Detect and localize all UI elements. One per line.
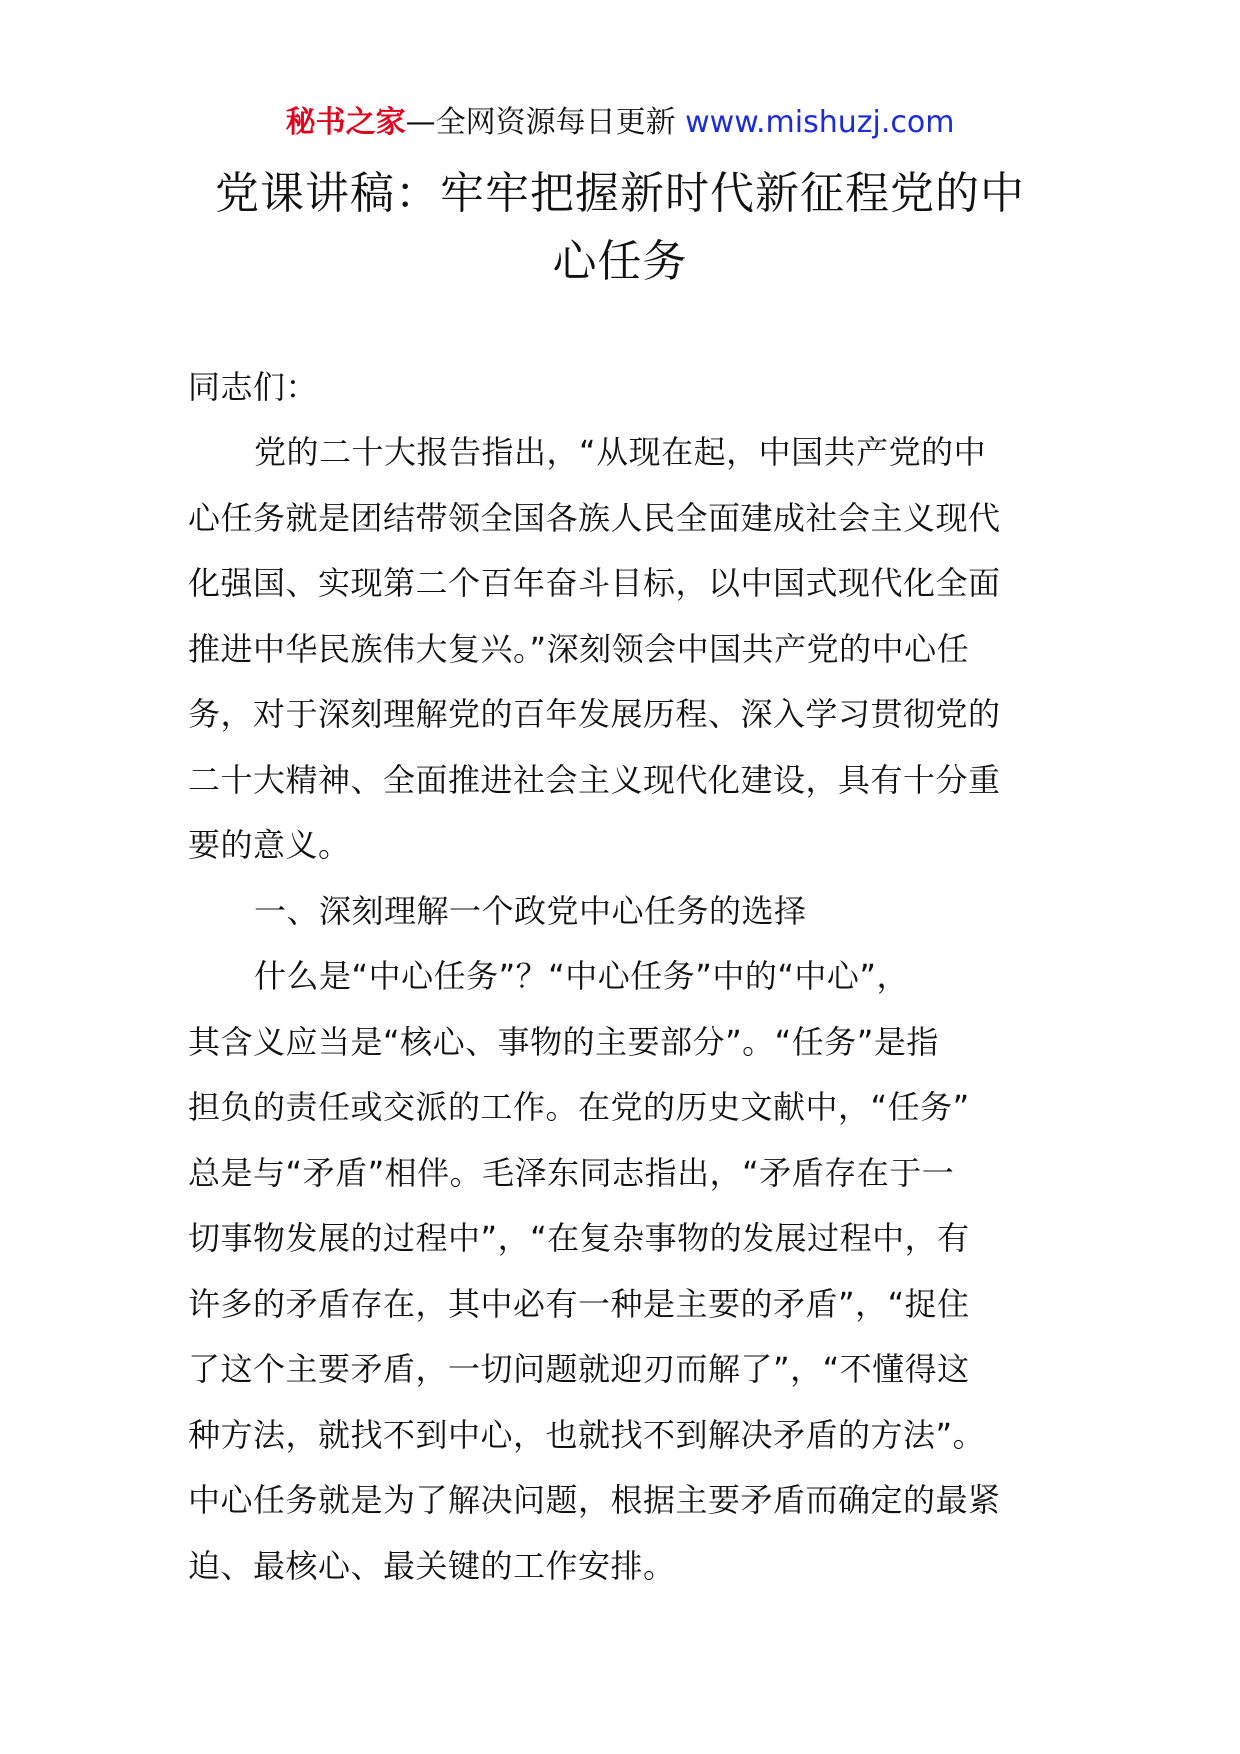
- paragraph-line: 什么是“中心任务”？“中心任务”中的“中心”，: [254, 957, 909, 995]
- paragraph-line: 党的二十大报告指出，“从现在起，中国共产党的中: [254, 433, 987, 471]
- paragraph-line: 其含义应当是“核心、事物的主要部分”。“任务”是指: [188, 1022, 939, 1061]
- site-slogan: —全网资源每日更新: [405, 105, 686, 140]
- paragraph-intro: [188, 420, 1054, 879]
- paragraph-line: 心任务就是团结带领全国各族人民全面建成社会主义现代: [188, 498, 1001, 537]
- paragraph-line: 迫、最核心、最关键的工作安排。: [188, 1546, 676, 1585]
- document-title: [190, 160, 1050, 296]
- section-heading: 一、深刻理解一个政党中心任务的选择: [254, 892, 807, 930]
- paragraph-line: 了这个主要矛盾，一切问题就迎刃而解了”，“不懂得这: [188, 1350, 970, 1388]
- paragraph-line: 担负的责任或交派的工作。在党的历史文献中，“任务”: [188, 1088, 970, 1126]
- paragraph-line: 推进中华民族伟大复兴。”深刻领会中国共产党的中心任: [188, 629, 970, 668]
- paragraph-line: 化强国、实现第二个百年奋斗目标，以中国式现代化全面: [188, 564, 1001, 602]
- paragraph-line: 切事物发展的过程中”，“在复杂事物的发展过程中，有: [188, 1219, 970, 1257]
- site-header: [0, 100, 1240, 146]
- paragraph-line: 中心任务就是为了解决问题，根据主要矛盾而确定的最紧: [188, 1481, 1001, 1519]
- paragraph-line: 要的意义。: [188, 826, 351, 864]
- greeting: 同志们：: [188, 368, 319, 406]
- paragraph-line: 二十大精神、全面推进社会主义现代化建设，具有十分重: [188, 760, 1001, 799]
- paragraph-line: 务，对于深刻理解党的百年发展历程、深入学习贯彻党的: [188, 695, 1001, 733]
- paragraph-line: 许多的矛盾存在，其中必有一种是主要的矛盾”，“捉住: [188, 1284, 970, 1323]
- paragraph-line: 种方法，就找不到中心，也就找不到解决矛盾的方法”。: [188, 1415, 986, 1454]
- paragraph-section1: [188, 944, 1054, 1599]
- title-line: 党课讲稿：牢牢把握新时代新征程党的中: [215, 168, 1025, 219]
- paragraph-line: 总是与“矛盾”相伴。毛泽东同志指出，“矛盾存在于一: [188, 1153, 955, 1192]
- title-line: 心任务: [552, 236, 688, 287]
- site-url-link[interactable]: www.mishuzj.com: [685, 105, 955, 140]
- site-brand: 秘书之家: [285, 105, 406, 140]
